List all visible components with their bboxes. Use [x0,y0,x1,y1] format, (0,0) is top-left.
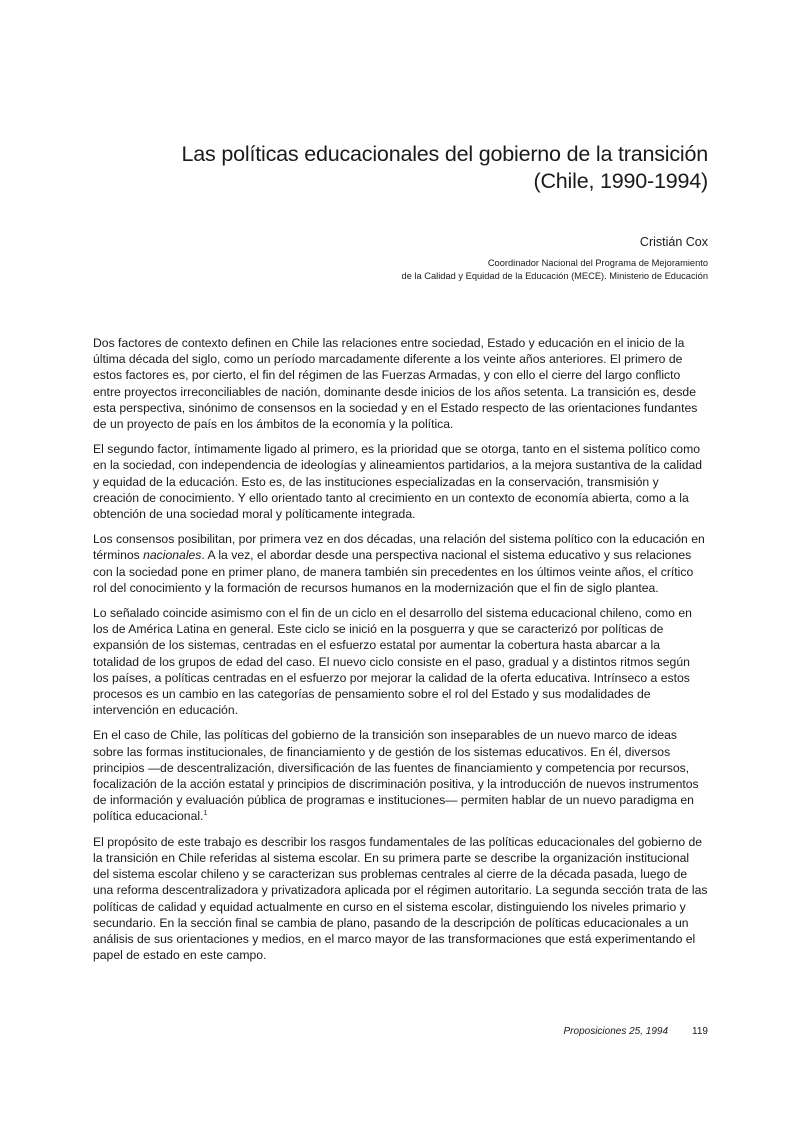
paragraph-4: Lo señalado coincide asimismo con el fin de un ciclo en el desarrollo del sistema educacional chileno, como en los de América Latina en general. Este ciclo se inició en la posguerra y que se caracterizó por políticas de expansión de los sistemas, centradas en el esfuerzo estatal por aumentar la cobertura hasta abarcar a la totalidad de los grupos de edad del caso. El nuevo ciclo consiste en el paso, gradual y a distintos ritmos según los países, a políticas centradas en el esfuerzo por mejorar la calidad de la oferta educativa. Intrínseco a estos procesos es un cambio en las categorías de pensamiento sobre el rol del Estado y sus modalidades de intervención en educación. [93,606,692,718]
paragraph-6: El propósito de este trabajo es describir los rasgos fundamentales de las políticas educacionales del gobierno de la transición en Chile referidas al sistema escolar. En su primera parte se describe la organización institucional del sistema escolar chileno y se caracterizan sus problemas centrales al cierre de la década pasada, luego de una reforma descentralizadora y privatizadora aplicada por el régimen autoritario. La segunda sección trata de las políticas de calidad y equidad actualmente en curso en el sistema escolar, distinguiendo los niveles primario y secundario. En la sección final se cambia de plano, pasando de la descripción de políticas educacionales a un análisis de sus orientaciones y medios, en el marco mayor de las transformaciones que está experimentando el papel de estado en este campo. [93,834,708,963]
title-line-2: (Chile, 1990-1994) [533,169,708,193]
author-affiliation [208,257,708,283]
title-line-1: Las políticas educacionales del gobierno de la transición [181,142,708,166]
paragraph-3-part-a: Los consensos posibilitan, por primera vez en dos décadas, una relación del sistema político con la educación en términos [93,532,705,563]
paragraph-5-text: En el caso de Chile, las políticas del gobierno de la transición son inseparables de un nuevo marco de ideas sobre las formas institucionales, de financiamiento y de gestión de los sistemas educativos. En él, diversos principios —de descentralización, diversificación de las fuentes de financiamiento y competencia por recursos, focalización de la acción estatal y principios de discriminación positiva, y la introducción de nuevos instrumentos de información y evaluación pública de programas e instituciones— permiten hablar de un nuevo paradigma en política educacional. [93,728,699,824]
footnote-marker: 1 [203,810,208,818]
paragraph-3 [93,531,708,596]
page-footer [564,1026,708,1037]
journal-citation: Proposiciones 25, 1994 [563,1026,669,1037]
affiliation-line-2: de la Calidad y Equidad de la Educación (MECE). Ministerio de Educación [401,271,708,281]
paragraph-2: El segundo factor, íntimamente ligado al primero, es la prioridad que se otorga, tanto en el sistema político como en la sociedad, con independencia de ideologías y alineamientos partidarios, a la mejora sustantiva de la calidad y equidad de la educación. Esto es, de las instituciones especializadas en la conservación, transmisión y creación de conocimiento. Y ello orientado tanto al crecimiento en un contexto de economía abierta, como a la obtención de una sociedad moral y políticamente integrada. [93,442,703,522]
affiliation-line-1: Coordinador Nacional del Programa de Mejoramiento [487,258,708,268]
article-title [120,141,708,195]
author-name: Cristián Cox [639,235,708,249]
page-number: 119 [692,1026,708,1037]
paragraph-1: Dos factores de contexto definen en Chile las relaciones entre sociedad, Estado y educación en el inicio de la última década del siglo, como un período marcadamente diferente a los veinte años anteriores. El primero de estos factores es, por cierto, el fin del régimen de las Fuerzas Armadas, y con ello el cierre del largo conflicto entre proyectos irreconciliables de nación, dominante desde inicios de los años setenta. La transición es, desde esta perspectiva, sinónimo de consensos en la sociedad y en el Estado respecto de las orientaciones fundantes de un proyecto de país en los ámbitos de la economía y la política. [93,336,698,432]
article-body [93,335,708,972]
paragraph-3-part-b: . A la vez, el abordar desde una perspectiva nacional el sistema educativo y sus relaciones con la sociedad pone en primer plano, de manera también sin precedentes en los últimos veinte años, el crítico rol del conocimiento y la formación de recursos humanos en la modernización que el fin de siglo plantea. [93,548,694,595]
emphasis-nacionales: nacionales [143,548,202,563]
paragraph-5 [93,727,708,824]
